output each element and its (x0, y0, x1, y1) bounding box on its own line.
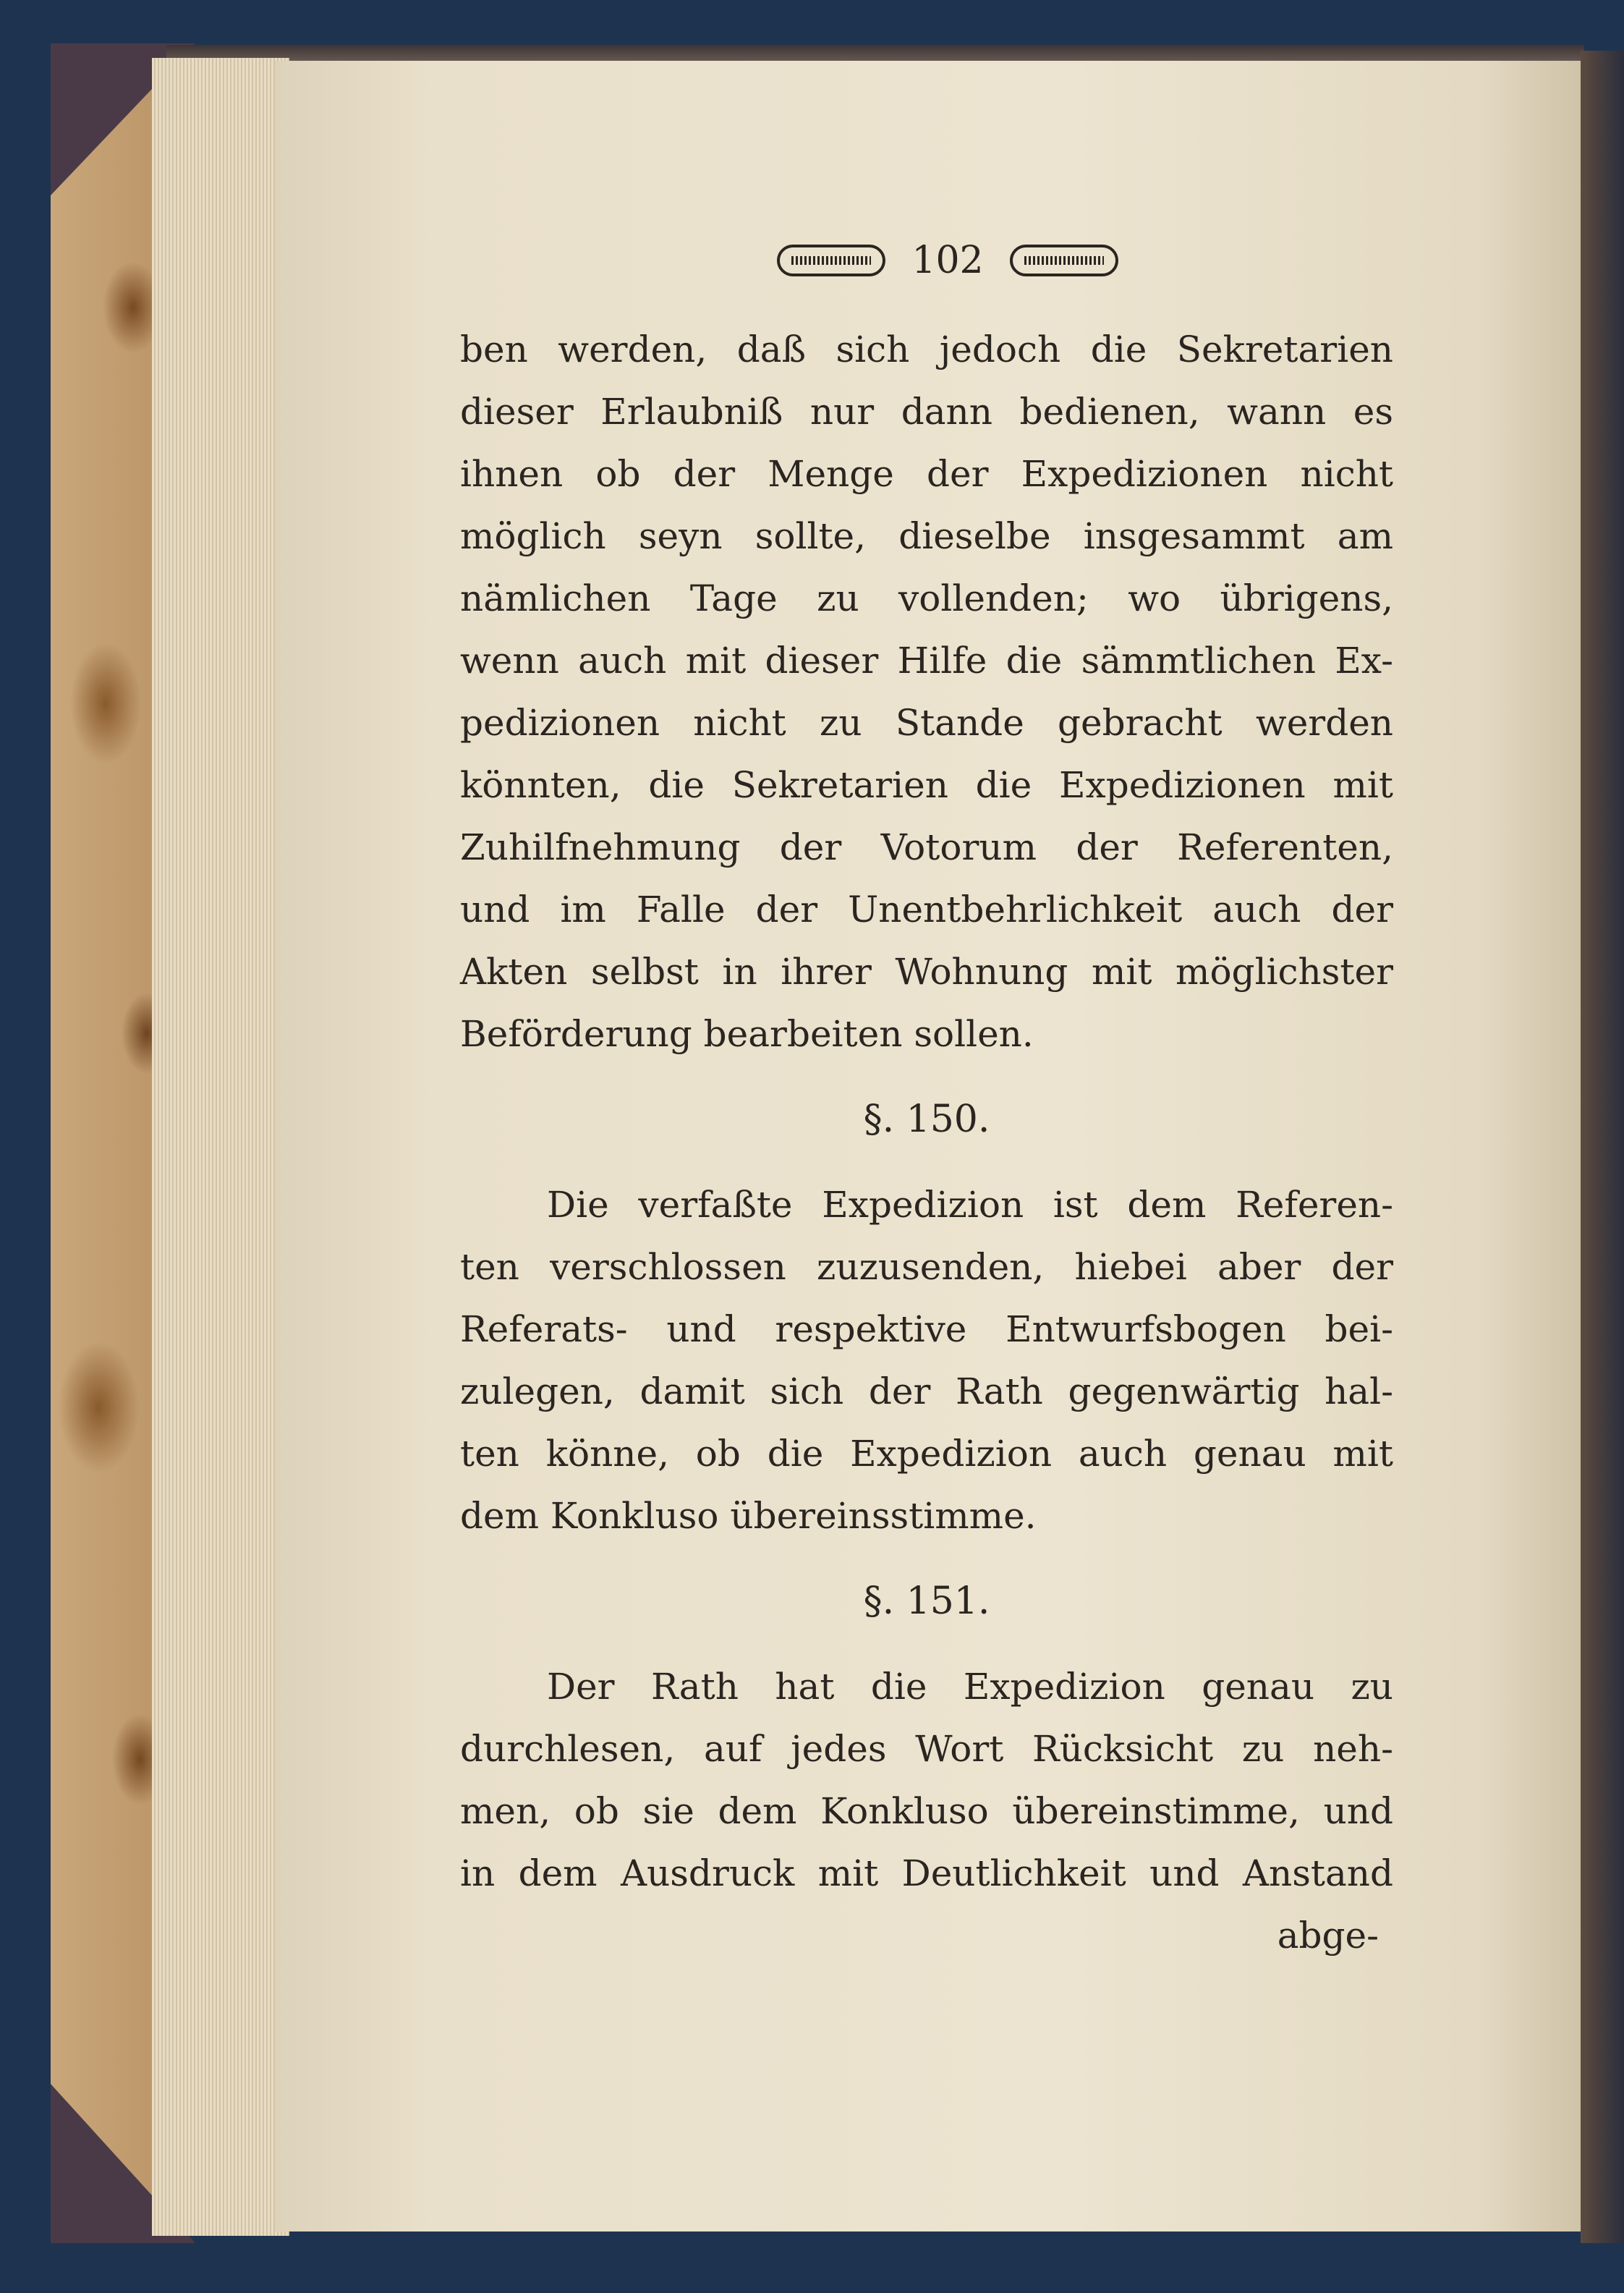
text-line: ben werden, daß sich jedoch die Sekretarien (460, 329, 1393, 370)
text-line: Zuhilfnehmung der Votorum der Referenten, (460, 826, 1393, 868)
page-stack-edges (152, 58, 289, 2236)
text-line: Referats- und respektive Entwurfsbogen bei- (460, 1308, 1393, 1350)
text-line: ten verschlossen zuzusenden, hiebei aber der (460, 1246, 1393, 1288)
page-header (694, 232, 1201, 289)
text-line: Der Rath hat die Expedizion genau zu (547, 1666, 1393, 1708)
text-line: wenn auch mit dieser Hilfe die sämmtlichen Ex- (460, 640, 1393, 682)
text-line: Akten selbst in ihrer Wohnung mit möglichster (460, 951, 1393, 993)
text-line: Die verfaßte Expedizion ist dem Referen- (547, 1184, 1393, 1226)
text-line: ten könne, ob die Expedizion auch genau mit (460, 1433, 1393, 1475)
text-line: nämlichen Tage zu vollenden; wo übrigens, (460, 577, 1393, 619)
section-151-paragraph (460, 1656, 1393, 1904)
paragraph-continued (460, 318, 1393, 1065)
text-line: könnten, die Sekretarien die Expedizionen mit (460, 764, 1393, 806)
section-heading-151: §. 151. (863, 1580, 990, 1623)
text-line: ihnen ob der Menge der Expedizionen nicht (460, 453, 1393, 495)
facing-page-edge (1581, 51, 1624, 2243)
text-line: dem Konkluso übereinsstimme. (460, 1495, 1037, 1537)
text-line: zulegen, damit sich der Rath gegenwärtig hal- (460, 1370, 1393, 1412)
header-ornament-right (1010, 245, 1118, 276)
text-line: in dem Ausdruck mit Deutlichkeit und Anstand (460, 1852, 1393, 1894)
page-number: 102 (911, 239, 984, 282)
text-line: und im Falle der Unentbehrlichkeit auch der (460, 889, 1393, 931)
text-line: Beförderung bearbeiten sollen. (460, 1013, 1034, 1055)
page-text (460, 318, 1393, 1967)
text-line: pedizionen nicht zu Stande gebracht werden (460, 702, 1393, 744)
text-line: durchlesen, auf jedes Wort Rücksicht zu neh- (460, 1728, 1393, 1770)
section-heading-150: §. 150. (863, 1098, 990, 1141)
section-150-paragraph (460, 1174, 1393, 1547)
header-ornament-left (777, 245, 885, 276)
text-line: möglich seyn sollte, dieselbe insgesammt am (460, 515, 1393, 557)
text-line: dieser Erlaubniß nur dann bedienen, wann es (460, 391, 1393, 433)
catchword: abge- (1277, 1915, 1379, 1957)
text-line: men, ob sie dem Konkluso übereinstimme, und (460, 1790, 1393, 1832)
